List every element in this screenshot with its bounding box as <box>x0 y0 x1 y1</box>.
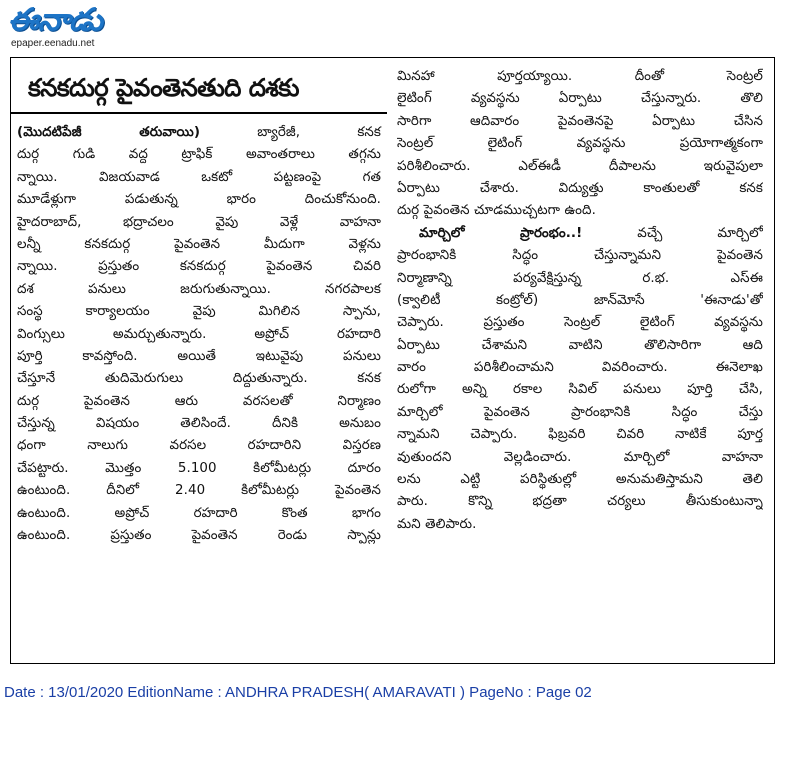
article-line: సంస్థ కార్యాలయం వైపు మిగిలిన స్పాను, <box>17 304 381 320</box>
article-line: హైదరాబాద్, భద్రాచలం వైపు వెళ్లే వాహనా <box>17 214 381 230</box>
article-line: న్నామని చెప్పారు. ఫిబ్రవరి చివరి నాటికే పూర్త <box>397 427 763 443</box>
article-line: వుతుందని వెల్లడించారు. మార్చిలో వాహనా <box>397 449 763 465</box>
article-line: దుర్గ పైవంతెన చూడముచ్చటగా ఉంది. <box>397 203 596 219</box>
article-line: న్నాయి. విజయవాడ ఒకటో పట్టణంపై గత <box>17 169 381 185</box>
article-line: నిర్మాణాన్ని పర్యవేక్షిస్తున్న ర.భ. ఎస్ఈ <box>397 270 763 286</box>
article-line: దశ పనులు జరుగుతున్నాయి. నగరపాలక <box>17 281 381 297</box>
article-line: లను ఎట్టి పరిస్థితుల్లో అనుమతిస్తామని తెలి <box>397 472 763 488</box>
site-url[interactable]: epaper.eenadu.net <box>11 38 95 49</box>
subheading: మార్చిలో ప్రారంభం..! <box>419 225 583 241</box>
article-line: లన్నీ కనకదుర్గ పైవంతెన మీదుగా వెళ్లను <box>17 236 381 252</box>
article-line: చేస్తున్న విషయం తెలిసిందే. దీనికి అనుబం <box>17 416 381 432</box>
eenadu-logo[interactable]: ఈనాడు <box>8 2 102 38</box>
article-line: పూర్తి కావస్తోంది. అయితే ఇటువైపు పనులు <box>17 348 381 364</box>
article-line: మార్చిలో పైవంతెన ప్రారంభానికి సిద్ధం చేస్తు <box>397 404 763 420</box>
article-line <box>11 122 387 144</box>
article-line: దుర్గ గుడి వద్ద ట్రాఫిక్ అవాంతరాలు తగ్గను <box>17 147 381 163</box>
article-line: ప్రారంభానికి సిద్ధం చేస్తున్నామని పైవంతెన <box>397 248 763 264</box>
article-body-left <box>11 122 387 547</box>
lead-rest: బ్యారేజీ, కనక <box>257 125 381 140</box>
article-line: దుర్గ పైవంతెన ఆరు వరసలతో నిర్మాణం <box>17 393 381 409</box>
article-line: సెంట్రల్ లైటింగ్ వ్యవస్థను ప్రయోగాత్మకంగా <box>397 136 763 152</box>
edition-footer: Date : 13/01/2020 EditionName : ANDHRA PRADESH( AMARAVATI ) PageNo : Page 02 <box>4 684 592 701</box>
article-line: పారు. కొన్ని భద్రతా చర్యలు తీసుకుంటున్నా <box>397 494 763 510</box>
article-line <box>397 223 763 245</box>
article-line: ఉంటుంది. అప్రోచ్ రహదారి కొంత భాగం <box>17 505 381 521</box>
article-line: ఏర్పాటు చేశారు. విద్యుత్తు కాంతులతో కనక <box>397 180 763 196</box>
article-line: వింగ్సులు అమర్చుతున్నారు. అప్రోచ్ రహదారి <box>17 326 381 342</box>
article-line: చెప్పారు. ప్రస్తుతం సెంట్రల్ లైటింగ్ వ్యవస్థను <box>397 315 763 331</box>
article-line: మినహా పూర్తయ్యాయి. దీంతో సెంట్రల్ <box>397 69 763 84</box>
article-line: చేస్తూనే తుదిమెరుగులు దిద్దుతున్నారు. కనక <box>17 371 381 387</box>
article-line: రులోగా అన్ని రకాల సివిల్ పనులు పూర్తి చేసి, <box>397 382 763 398</box>
article-line: ఉంటుంది. దీనిలో 2.40 కిలోమీటర్లు పైవంతెన <box>17 483 381 499</box>
article-line: ధంగా నాలుగు వరసల రహదారిని విస్తరణ <box>17 438 381 454</box>
article-line: న్నాయి. ప్రస్తుతం కనకదుర్గ పైవంతెన చివరి <box>17 259 381 275</box>
article-line: పరిశీలించారు. ఎల్ఈడీ దీపాలను ఇరువైపులా <box>397 158 763 174</box>
article-line: వారం పరిశీలించామని వివరించారు. ఈనెలాఖ <box>397 360 763 376</box>
masthead <box>8 2 148 52</box>
article-line: లైటింగ్ వ్యవస్థను ఏర్పాటు చేస్తున్నారు. తొలి <box>397 91 763 107</box>
article-body-right <box>397 66 763 536</box>
article-line: మూడేళ్లుగా పడుతున్న భారం దించుకోనుంది. <box>17 192 381 208</box>
article-line: చేపట్టారు. మొత్తం 5.100 కిలోమీటర్లు దూరం <box>17 460 381 476</box>
article-line: సారిగా ఆదివారం పైవంతెనపై ఏర్పాటు చేసిన <box>397 113 763 129</box>
subheading-rest: వచ్చే మార్చిలో <box>637 225 763 241</box>
article-line: ఏర్పాటు చేశామని వాటిని తొలిసారిగా ఆది <box>397 337 763 353</box>
continuation-lead: (మొదటిపేజీ తరువాయి) <box>17 125 201 140</box>
article-headline: కనకదుర్గ పైవంతెనతుది దశకు <box>11 66 387 114</box>
article-right-column <box>397 66 763 536</box>
article-left-column <box>11 66 387 547</box>
article-line: ఉంటుంది. ప్రస్తుతం పైవంతెన రెండు స్పాన్లు <box>17 528 381 544</box>
article-line: మని తెలిపారు. <box>397 516 477 532</box>
article-line: (క్వాలిటీ కంట్రోల్) జాన్‌మోసే 'ఈనాడు'తో <box>397 292 763 308</box>
